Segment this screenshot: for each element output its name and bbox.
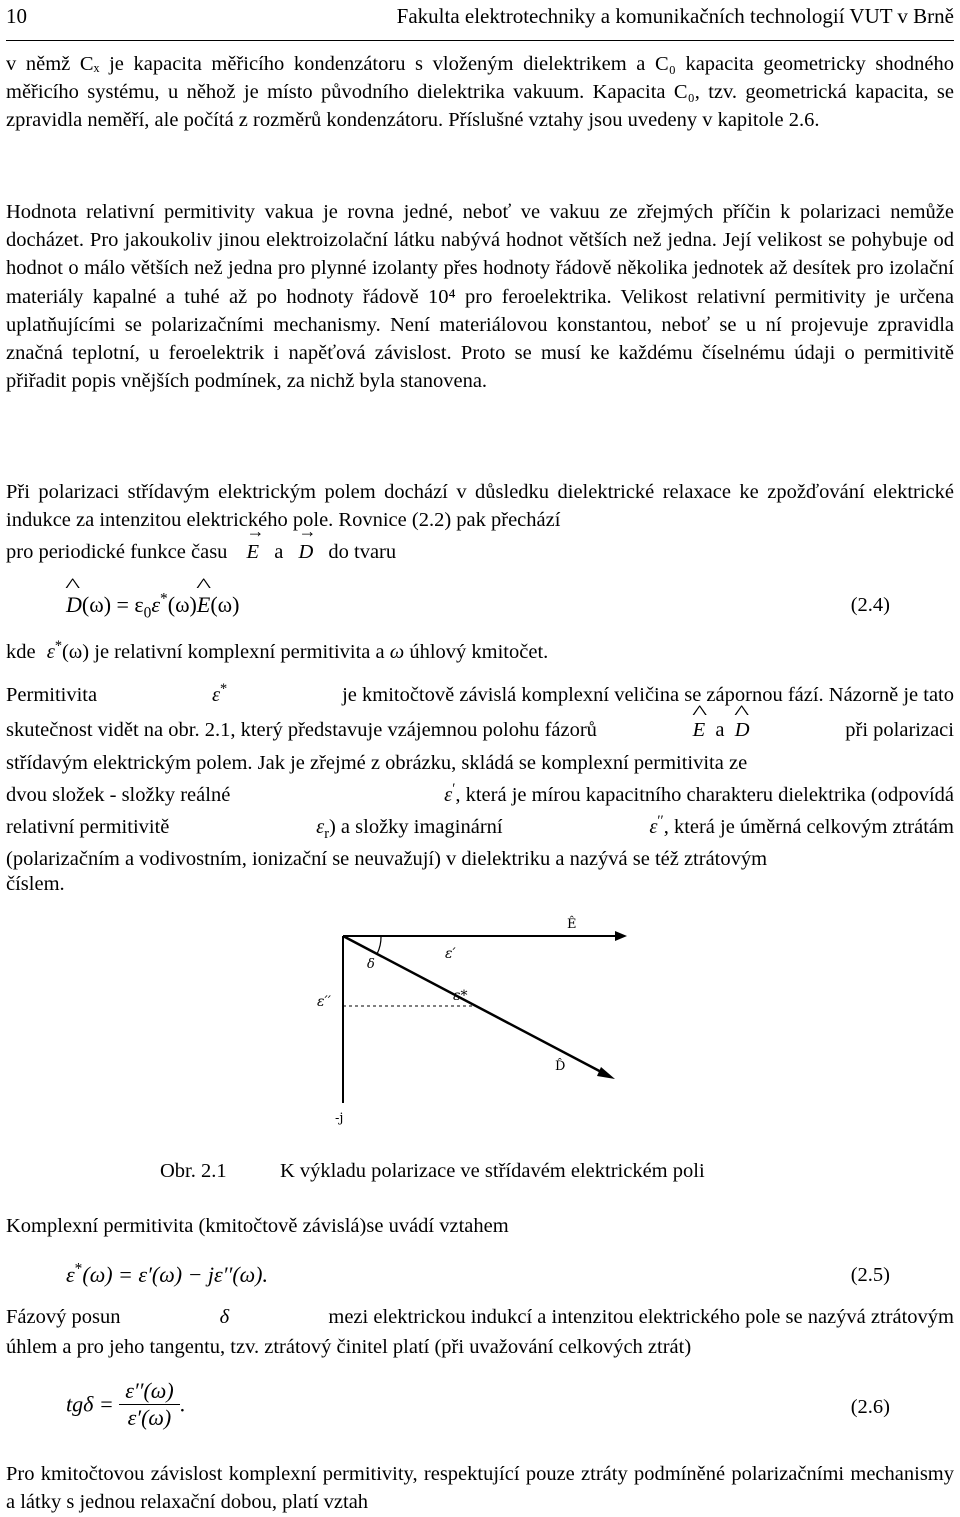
line-permittivity-4: dvou složek - složky reálné ε′, která je mírou kapacitního charakteru dielektrika (odpovídá — [6, 781, 954, 806]
page-header — [6, 4, 954, 41]
vector-D: → D — [298, 541, 313, 564]
paragraph-relative-permittivity: Hodnota relativní permitivity vakua je rovna jedné, neboť ve vakuu ze zřejmých příčin k polarizaci nemůže docházet. Pro jakoukoliv jinou elektroizolační látku nabývá hodnot větších než jedna. Její velikost se pohybuje od hodnot o málo větších než jedna pro plynné izolanty přes hodnoty řádově několika jednotek až desítek pro izolační materiály kapalné a tuhé až po hodnoty řádově 10⁴ pro feroelektrika. Velikost relativní permitivity je určena uplatňujícími se polarizačními mechanismy. Není materiálovou konstantou, neboť se u ní projevuje zpravidla značná teplotní, u feroelektrik i napěťová závislost. Proto se musí ke každému číselnému údaji o permitivitě přiřadit popis vnějších podmínek, za nichž byla stanovena. — [6, 201, 954, 393]
label-epsilon-star: ε* — [453, 988, 468, 1004]
vector-E: → E — [247, 541, 260, 564]
equation-number-2-4: (2.4) — [850, 594, 890, 616]
line-permittivity-7: číslem. — [6, 873, 65, 895]
line-periodic-functions: pro periodické funkce času → E a → D do tvaru — [6, 541, 396, 564]
line-permittivity-2: skutečnost vidět na obr. 2.1, který představuje vzájemnou polohu fázorů ^ E a ^ D při polarizaci — [6, 719, 954, 742]
line-phase-shift-2: úhlem a pro jeho tangentu, tzv. ztrátový činitel platí (při uvažování celkových ztrát) — [6, 1336, 692, 1358]
page-number: 10 — [6, 4, 27, 28]
figure-caption-number: Obr. 2.1 — [160, 1160, 227, 1182]
label-epsilon-double-prime: ε′′ — [317, 994, 331, 1010]
label-epsilon-prime: ε′ — [445, 946, 456, 962]
paragraph-alternating-field: Při polarizaci střídavým elektrickým polem dochází v důsledku dielektrické relaxace ke zpožďování elektrické indukce za intenzitou elektrického pole. Rovnice (2.2) pak přechází — [6, 481, 954, 532]
line-permittivity-3: střídavým elektrickým polem. Jak je zřejmé z obrázku, skládá se komplexní permitivita ze — [6, 752, 748, 774]
line-phase-shift-1: Fázový posun δ mezi elektrickou indukcí a intenzitou elektrického pole se nazývá ztrátovým — [6, 1306, 954, 1328]
e-phasor-arrowhead — [615, 931, 627, 941]
label-e-hat: Ê — [567, 917, 577, 932]
loss-tangent-fraction: $\frac{\varepsilon''(\omega)}{\varepsilon'(\omega)}$ — [119, 1378, 179, 1431]
line-kde: kde ε*(ω) je relativní komplexní permitivita a ω úhlový kmitočet. — [6, 638, 549, 663]
phasor-diagram — [315, 908, 645, 1148]
paragraph-frequency-dependence: Pro kmitočtovou závislost komplexní permitivity, respektující pouze ztráty podmíněné polarizačními mechanismy a látky s jednou relaxační dobou, platí vztah — [6, 1463, 954, 1514]
line-permittivity-6: (polarizačním a vodivostním, ionizační se neuvažují) v dielektriku a nazývá se též ztrátovým — [6, 848, 768, 870]
equation-2-6: tgδ = $\frac{\varepsilon''(\omega)}{\varepsilon'(\omega)}$ . — [66, 1378, 186, 1430]
equation-2-5: ε*(ω) = ε′(ω) − jε′′(ω). — [66, 1260, 269, 1287]
phasor-figure — [315, 908, 645, 1148]
delta-arc — [377, 936, 381, 954]
figure-caption-text: K výkladu polarizace ve střídavém elektrickém poli — [280, 1160, 705, 1182]
d-phasor-arrowhead — [597, 1067, 615, 1079]
running-title: Fakulta elektrotechniky a komunikačních technologií VUT v Brně — [396, 4, 954, 28]
label-delta: δ — [367, 957, 375, 972]
equation-number-2-6: (2.6) — [850, 1396, 890, 1418]
paragraph-capacity: v němž Cₓ je kapacita měřicího kondenzátoru s vloženým dielektrikem a C₀ kapacita geometricky shodného měřicího systému, u něhož je místo původního dielektrika vakuum. Kapacita C₀, tzv. geometrická kapacita, se zpravidla neměří, ale počítá z rozměrů kondenzátoru. Příslušné vztahy jsou uvedeny v kapitole 2.6. — [6, 53, 954, 132]
line-permittivity-1: Permitivita ε* je kmitočtově závislá komplexní veličina se zápornou fází. Názorně je tato — [6, 681, 954, 706]
line-permittivity-5: relativní permitivitě $\varepsilon_r$) a složky imaginární ε′′, která je úměrná celkovým ztrátám — [6, 813, 954, 843]
label-d-hat: D̂ — [555, 1059, 566, 1074]
equation-2-4: ^ $D(\omega) = \varepsilon_0\varepsilon^*(\omega)\^{}$ E(ω) — [66, 592, 239, 618]
equation-number-2-5: (2.5) — [850, 1264, 890, 1286]
paragraph-complex-permittivity: Komplexní permitivita (kmitočtově závislá)se uvádí vztahem — [6, 1215, 509, 1237]
label-minus-j: -j — [335, 1111, 344, 1126]
